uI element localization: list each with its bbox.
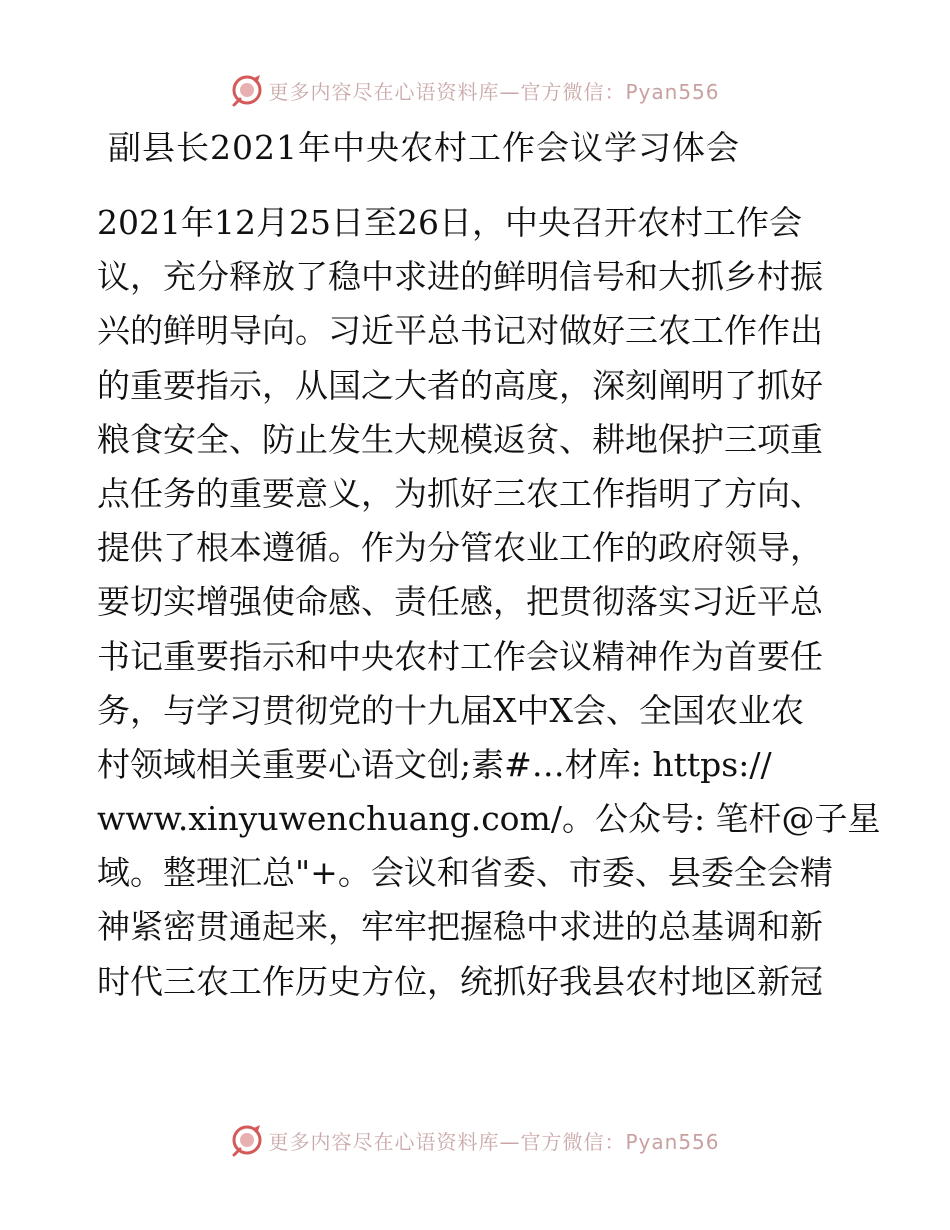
body-line: 兴的鲜明导向。习近平总书记对做好三农工作作出	[97, 311, 823, 351]
body-line: 点任务的重要意义，为抓好三农工作指明了方向、	[97, 473, 823, 513]
banner-wechat-id: Pyan556	[625, 1129, 720, 1154]
banner-text	[268, 1126, 719, 1155]
body-line: 域。整理汇总"+。会议和省委、市委、县委全会精	[97, 853, 833, 893]
body-line: 要切实增强使命感、责任感，把贯彻落实习近平总	[97, 582, 823, 622]
body-line: 的重要指示，从国之大者的高度，深刻阐明了抓好	[97, 365, 823, 405]
banner-label: 更多内容尽在心语资料库—官方微信：	[268, 79, 626, 104]
body-line: 2021年12月25日至26日，中央召开农村工作会	[97, 203, 802, 242]
document-body	[97, 196, 881, 1009]
red-pen-circle-icon	[230, 73, 264, 107]
body-line: 书记重要指示和中央农村工作会议精神作为首要任	[97, 636, 823, 676]
banner-wechat-id: Pyan556	[625, 79, 720, 104]
body-line: 时代三农工作历史方位，统抓好我县农村地区新冠	[97, 961, 823, 1001]
body-line: 提供了根本遵循。作为分管农业工作的政府领导，	[97, 528, 823, 568]
body-line: 议，充分释放了稳中求进的鲜明信号和大抓乡村振	[97, 257, 823, 297]
body-line: 村领域相关重要心语文创;素#…材库: https://	[97, 744, 772, 784]
banner-label: 更多内容尽在心语资料库—官方微信：	[268, 1129, 626, 1154]
body-line: www.xinyuwenchuang.com/。公众号: 笔杆@子星	[97, 799, 881, 839]
red-pen-circle-icon	[230, 1123, 264, 1157]
body-line: 粮食安全、防止发生大规模返贫、耕地保护三项重	[97, 419, 823, 459]
body-line: 神紧密贯通起来，牢牢把握稳中求进的总基调和新	[97, 907, 823, 947]
banner-text	[268, 76, 719, 105]
header-banner	[0, 70, 950, 110]
footer-banner	[0, 1120, 950, 1160]
document-title: 副县长2021年中央农村工作会议学习体会	[108, 128, 740, 167]
body-line: 务，与学习贯彻党的十九届X中X会、全国农业农	[97, 690, 804, 730]
